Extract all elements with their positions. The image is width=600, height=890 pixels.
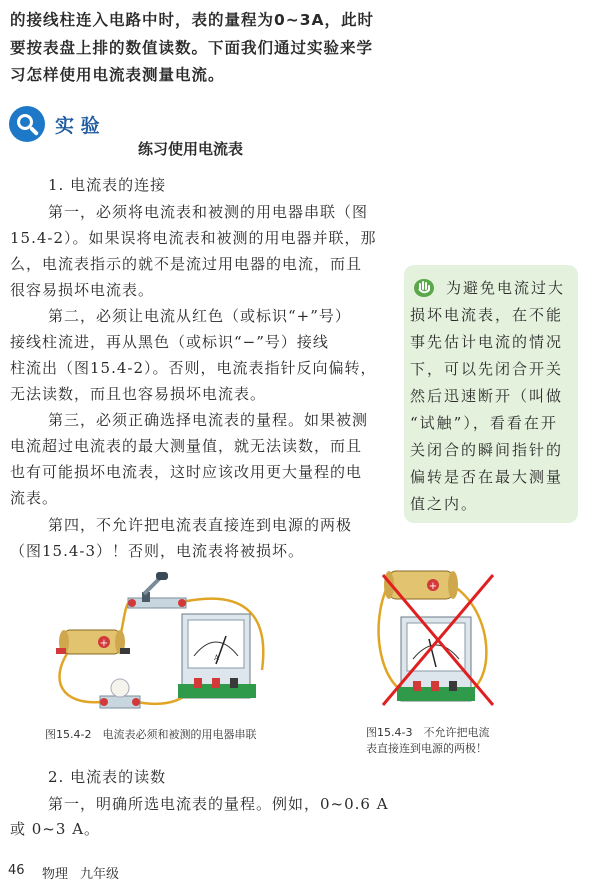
- section1-line: 很容易损坏电流表。: [10, 281, 155, 299]
- section1-line: 无法读数，而且也容易损坏电流表。: [10, 385, 267, 403]
- intro-line-2: 要按表盘上排的数值读数。下面我们通过实验来学: [10, 39, 374, 57]
- experiment-magnifier-icon: [8, 105, 46, 143]
- figure-15-4-3-caption-line2: 表直接连到电源的两极！: [366, 742, 487, 755]
- figure-15-4-2-caption: 图15.4-2 电流表必须和被测的用电器串联: [45, 728, 257, 741]
- tip-box: [404, 265, 578, 523]
- figure-15-4-3-caption: 图15.4-3 不允许把电流: [366, 726, 490, 739]
- tip-line: 关闭合的瞬间指针的: [410, 441, 564, 459]
- footer-grade: 九年级: [80, 867, 120, 882]
- hand-tip-icon: [412, 277, 436, 299]
- tip-line: 为避免电流过大: [446, 279, 566, 297]
- footer-subject: 物理: [42, 867, 69, 882]
- tip-line: 损坏电流表，在不能: [410, 306, 564, 324]
- figure-forbidden-connection: [375, 565, 505, 715]
- section1-line: 15.4-2）。如果误将电流表和被测的用电器并联，那: [10, 229, 377, 247]
- section2-line: 第一，明确所选电流表的量程。例如，0~0.6 A: [48, 795, 389, 813]
- svg-text:+: +: [99, 638, 109, 649]
- section2-line: 或 0~3 A。: [10, 820, 101, 838]
- section1-line: 流表。: [10, 489, 59, 507]
- intro-line-3: 习怎样使用电流表测量电流。: [10, 66, 225, 84]
- section1-line: 第三，必须正确选择电流表的量程。如果被测: [48, 411, 369, 429]
- section1-line: 接线柱流进，再从黑色（或标识“−”号）接线: [10, 333, 329, 351]
- page-number: 46: [8, 863, 25, 878]
- tip-line: 偏转是否在最大测量: [410, 468, 564, 486]
- section1-line: （图15.4-3）！否则，电流表将被损坏。: [10, 542, 305, 560]
- tip-line: 然后迅速断开（叫做: [410, 387, 564, 405]
- section2-heading: 2. 电流表的读数: [48, 768, 167, 786]
- section1-line: 电流超过电流表的最大测量值，就无法读数，而且: [10, 437, 363, 455]
- tip-line: “试触”），看看在开: [410, 414, 558, 432]
- section1-line: 也有可能损坏电流表，这时应该改用更大量程的电: [10, 463, 363, 481]
- tip-line: 事先估计电流的情况: [410, 333, 564, 351]
- experiment-title: 练习使用电流表: [138, 140, 244, 158]
- section1-line: 第一，必须将电流表和被测的用电器串联（图: [48, 203, 369, 221]
- tip-line: 值之内。: [410, 495, 479, 513]
- intro-line-1: 的接线柱连入电路中时，表的量程为0~3A，此时: [10, 11, 375, 29]
- section1-line: 第四，不允许把电流表直接连到电源的两极: [48, 516, 353, 534]
- section1-line: 么，电流表指示的就不是流过用电器的电流，而且: [10, 255, 363, 273]
- svg-text:A: A: [214, 654, 220, 662]
- svg-text:+: +: [428, 581, 438, 592]
- tip-line: 下，可以先闭合开关: [410, 360, 564, 378]
- section1-line: 第二，必须让电流从红色（或标识“+”号）: [48, 307, 351, 325]
- experiment-label: 实 验: [55, 115, 100, 137]
- section1-heading: 1. 电流表的连接: [48, 176, 167, 194]
- figure-series-circuit: [40, 570, 280, 720]
- section1-line: 柱流出（图15.4-2）。否则，电流表指针反向偏转，: [10, 359, 377, 377]
